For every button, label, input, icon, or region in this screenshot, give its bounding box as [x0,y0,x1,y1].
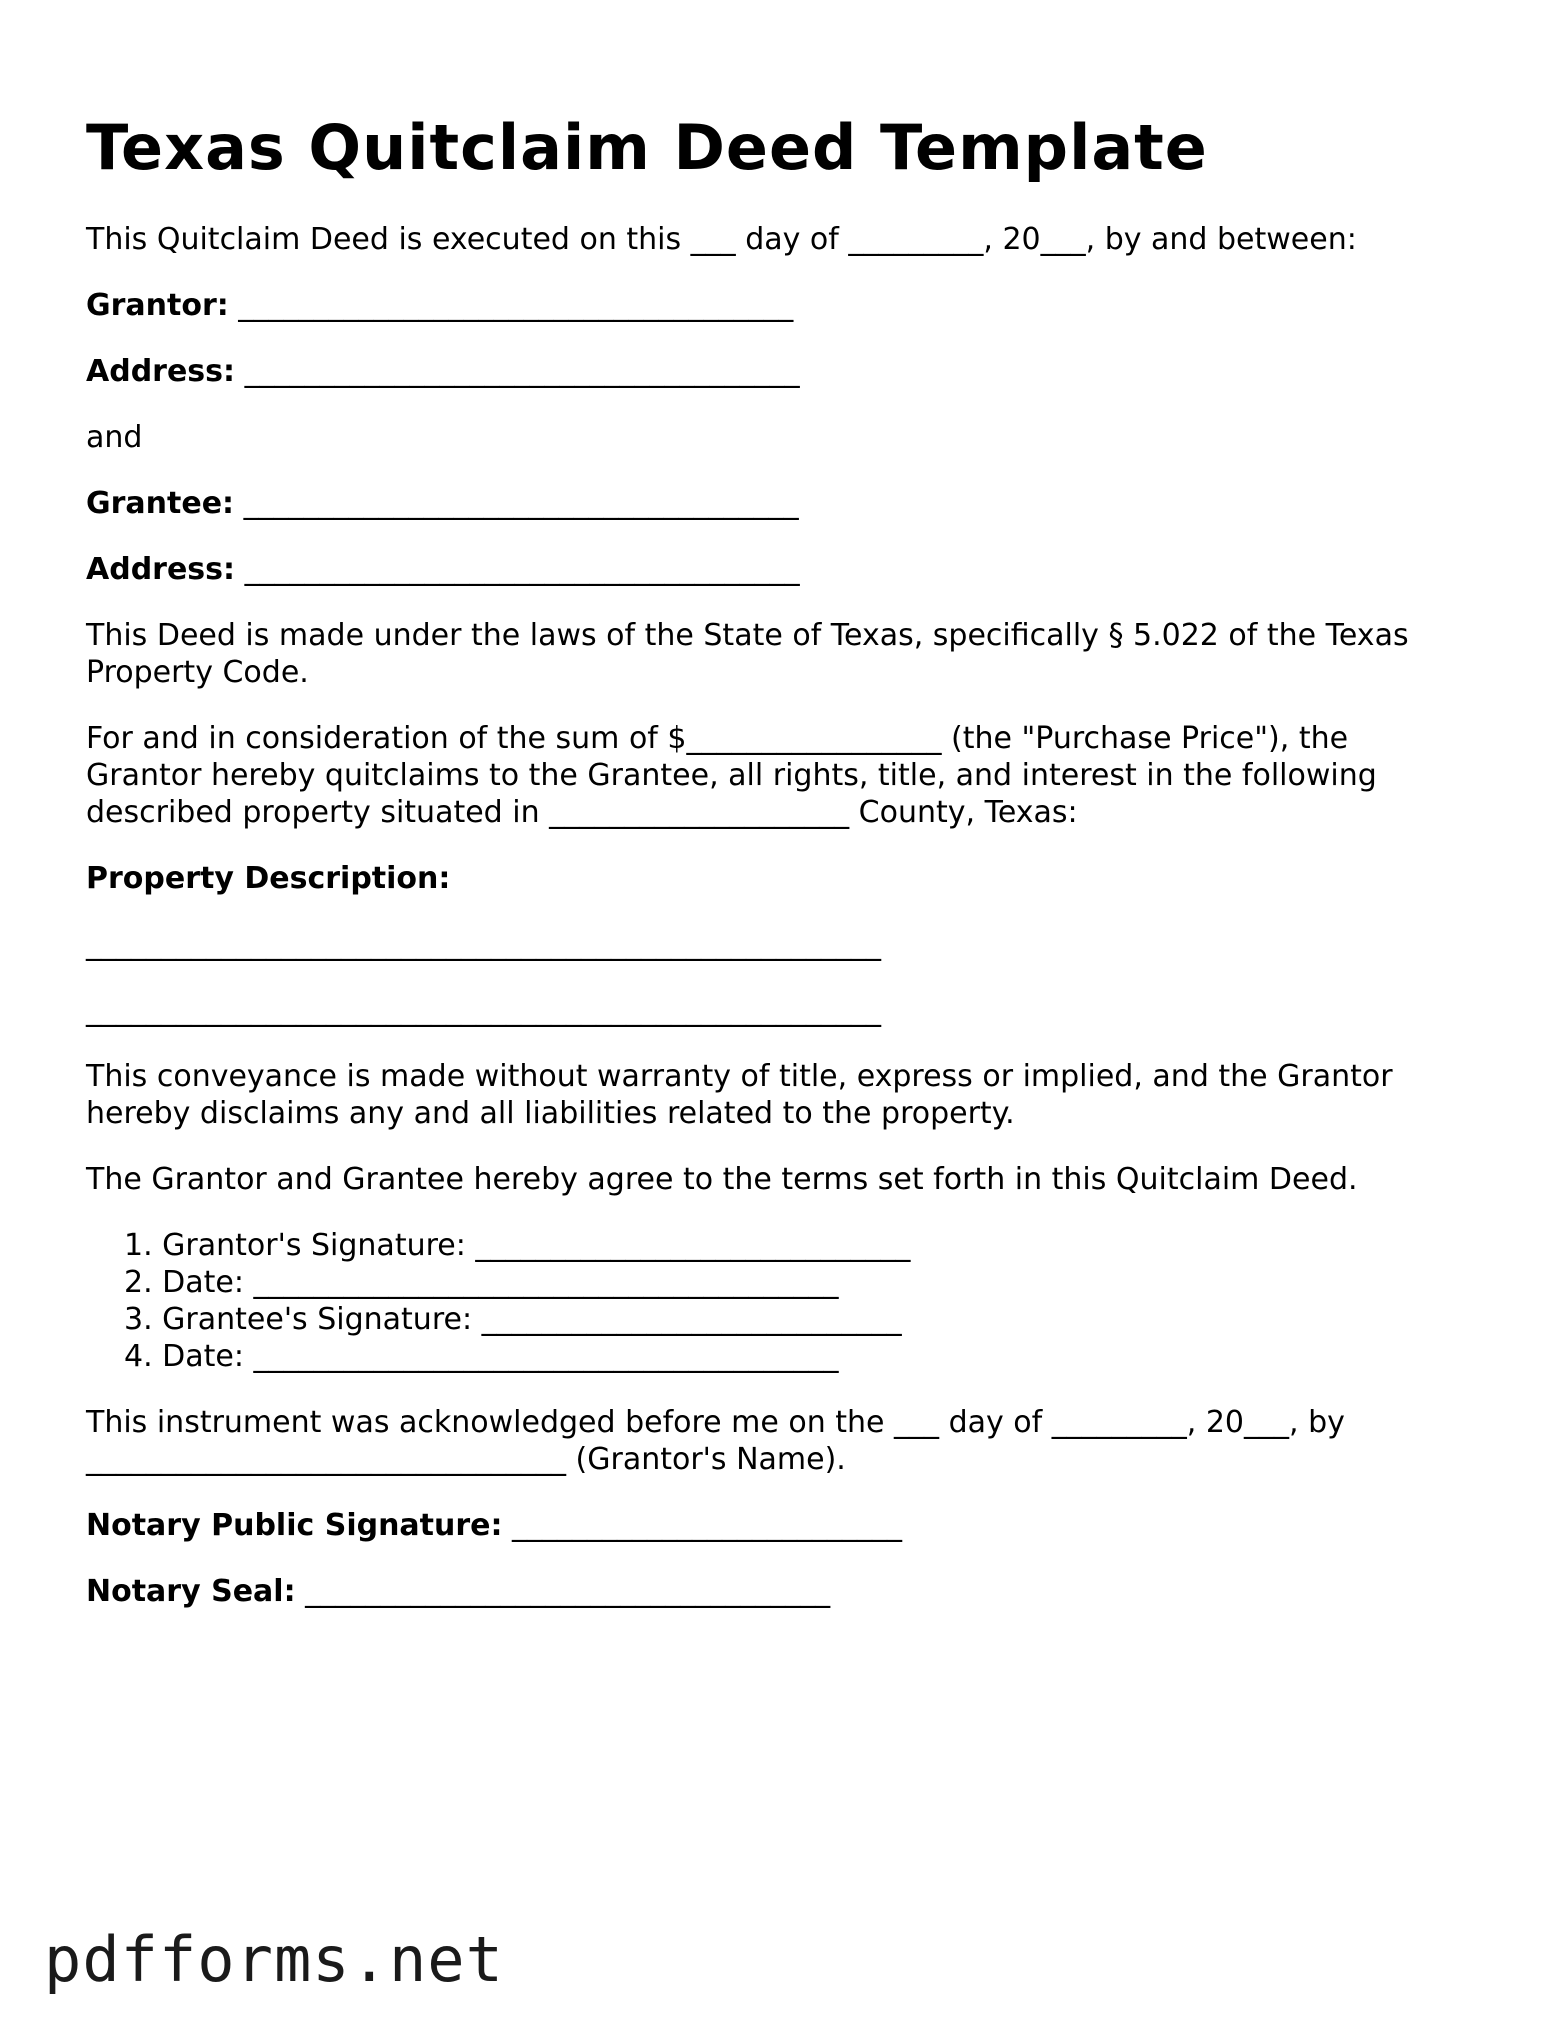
site-watermark: pdfforms.net [44,1923,504,1996]
acknowledgment-line-1: This instrument was acknowledged before me on the ___ day of _________, 20___, by [86,1405,1345,1440]
property-description-label: Property Description: [86,861,451,896]
warranty-line-1: This conveyance is made without warranty of title, express or implied, and the Grantor [86,1059,1393,1094]
acknowledgment-line-2: ________________________________ (Grantor's Name). [86,1442,846,1477]
grantor-blank: _____________________________________ [228,288,794,323]
grantee-blank: _____________________________________ [234,486,799,521]
signature-item-date-2: 4. Date: _______________________________________ [124,1339,839,1374]
and-text: and [86,420,143,455]
law-text-line-2: Property Code. [86,655,309,690]
agreement-text: The Grantor and Grantee hereby agree to the terms set forth in this Quitclaim Deed. [86,1162,1358,1197]
grantor-address-field [86,353,800,390]
consideration-line-2: Grantor hereby quitclaims to the Grantee, all rights, title, and interest in the following [86,758,1377,793]
notary-signature-field [86,1507,902,1544]
consideration-line-3: described property situated in ____________________ County, Texas: [86,795,1078,830]
signature-item-grantee: 3. Grantee's Signature: ____________________________ [124,1302,902,1337]
grantor-label: Grantor: [86,288,229,323]
notary-seal-label: Notary Seal: [86,1574,296,1609]
law-text-line-1: This Deed is made under the laws of the State of Texas, specifically § 5.022 of the Texas [86,618,1409,653]
warranty-line-2: hereby disclaims any and all liabilities related to the property. [86,1096,1015,1131]
notary-signature-blank: __________________________ [502,1508,903,1543]
document-title: Texas Quitclaim Deed Template [86,111,1208,184]
signature-item-grantor: 1. Grantor's Signature: _____________________________ [124,1228,911,1263]
grantor-address-blank: _____________________________________ [235,354,800,389]
notary-signature-label: Notary Public Signature: [86,1508,503,1543]
notary-seal-blank: ___________________________________ [295,1574,831,1609]
intro-text: This Quitclaim Deed is executed on this ___ day of _________, 20___, by and between: [86,222,1357,257]
grantor-address-label: Address: [86,354,236,389]
signature-item-date-1: 2. Date: _______________________________________ [124,1265,839,1300]
grantee-address-field [86,551,800,588]
property-blank-1: _____________________________________________________ [86,927,881,962]
property-blank-2: _____________________________________________________ [86,993,881,1028]
grantee-address-label: Address: [86,552,236,587]
grantor-field [86,287,793,324]
grantee-label: Grantee: [86,486,235,521]
notary-seal-field [86,1573,830,1610]
grantee-address-blank: _____________________________________ [235,552,800,587]
consideration-line-1: For and in consideration of the sum of $_________________ (the "Purchase Price"), the [86,721,1349,756]
grantee-field [86,485,799,522]
